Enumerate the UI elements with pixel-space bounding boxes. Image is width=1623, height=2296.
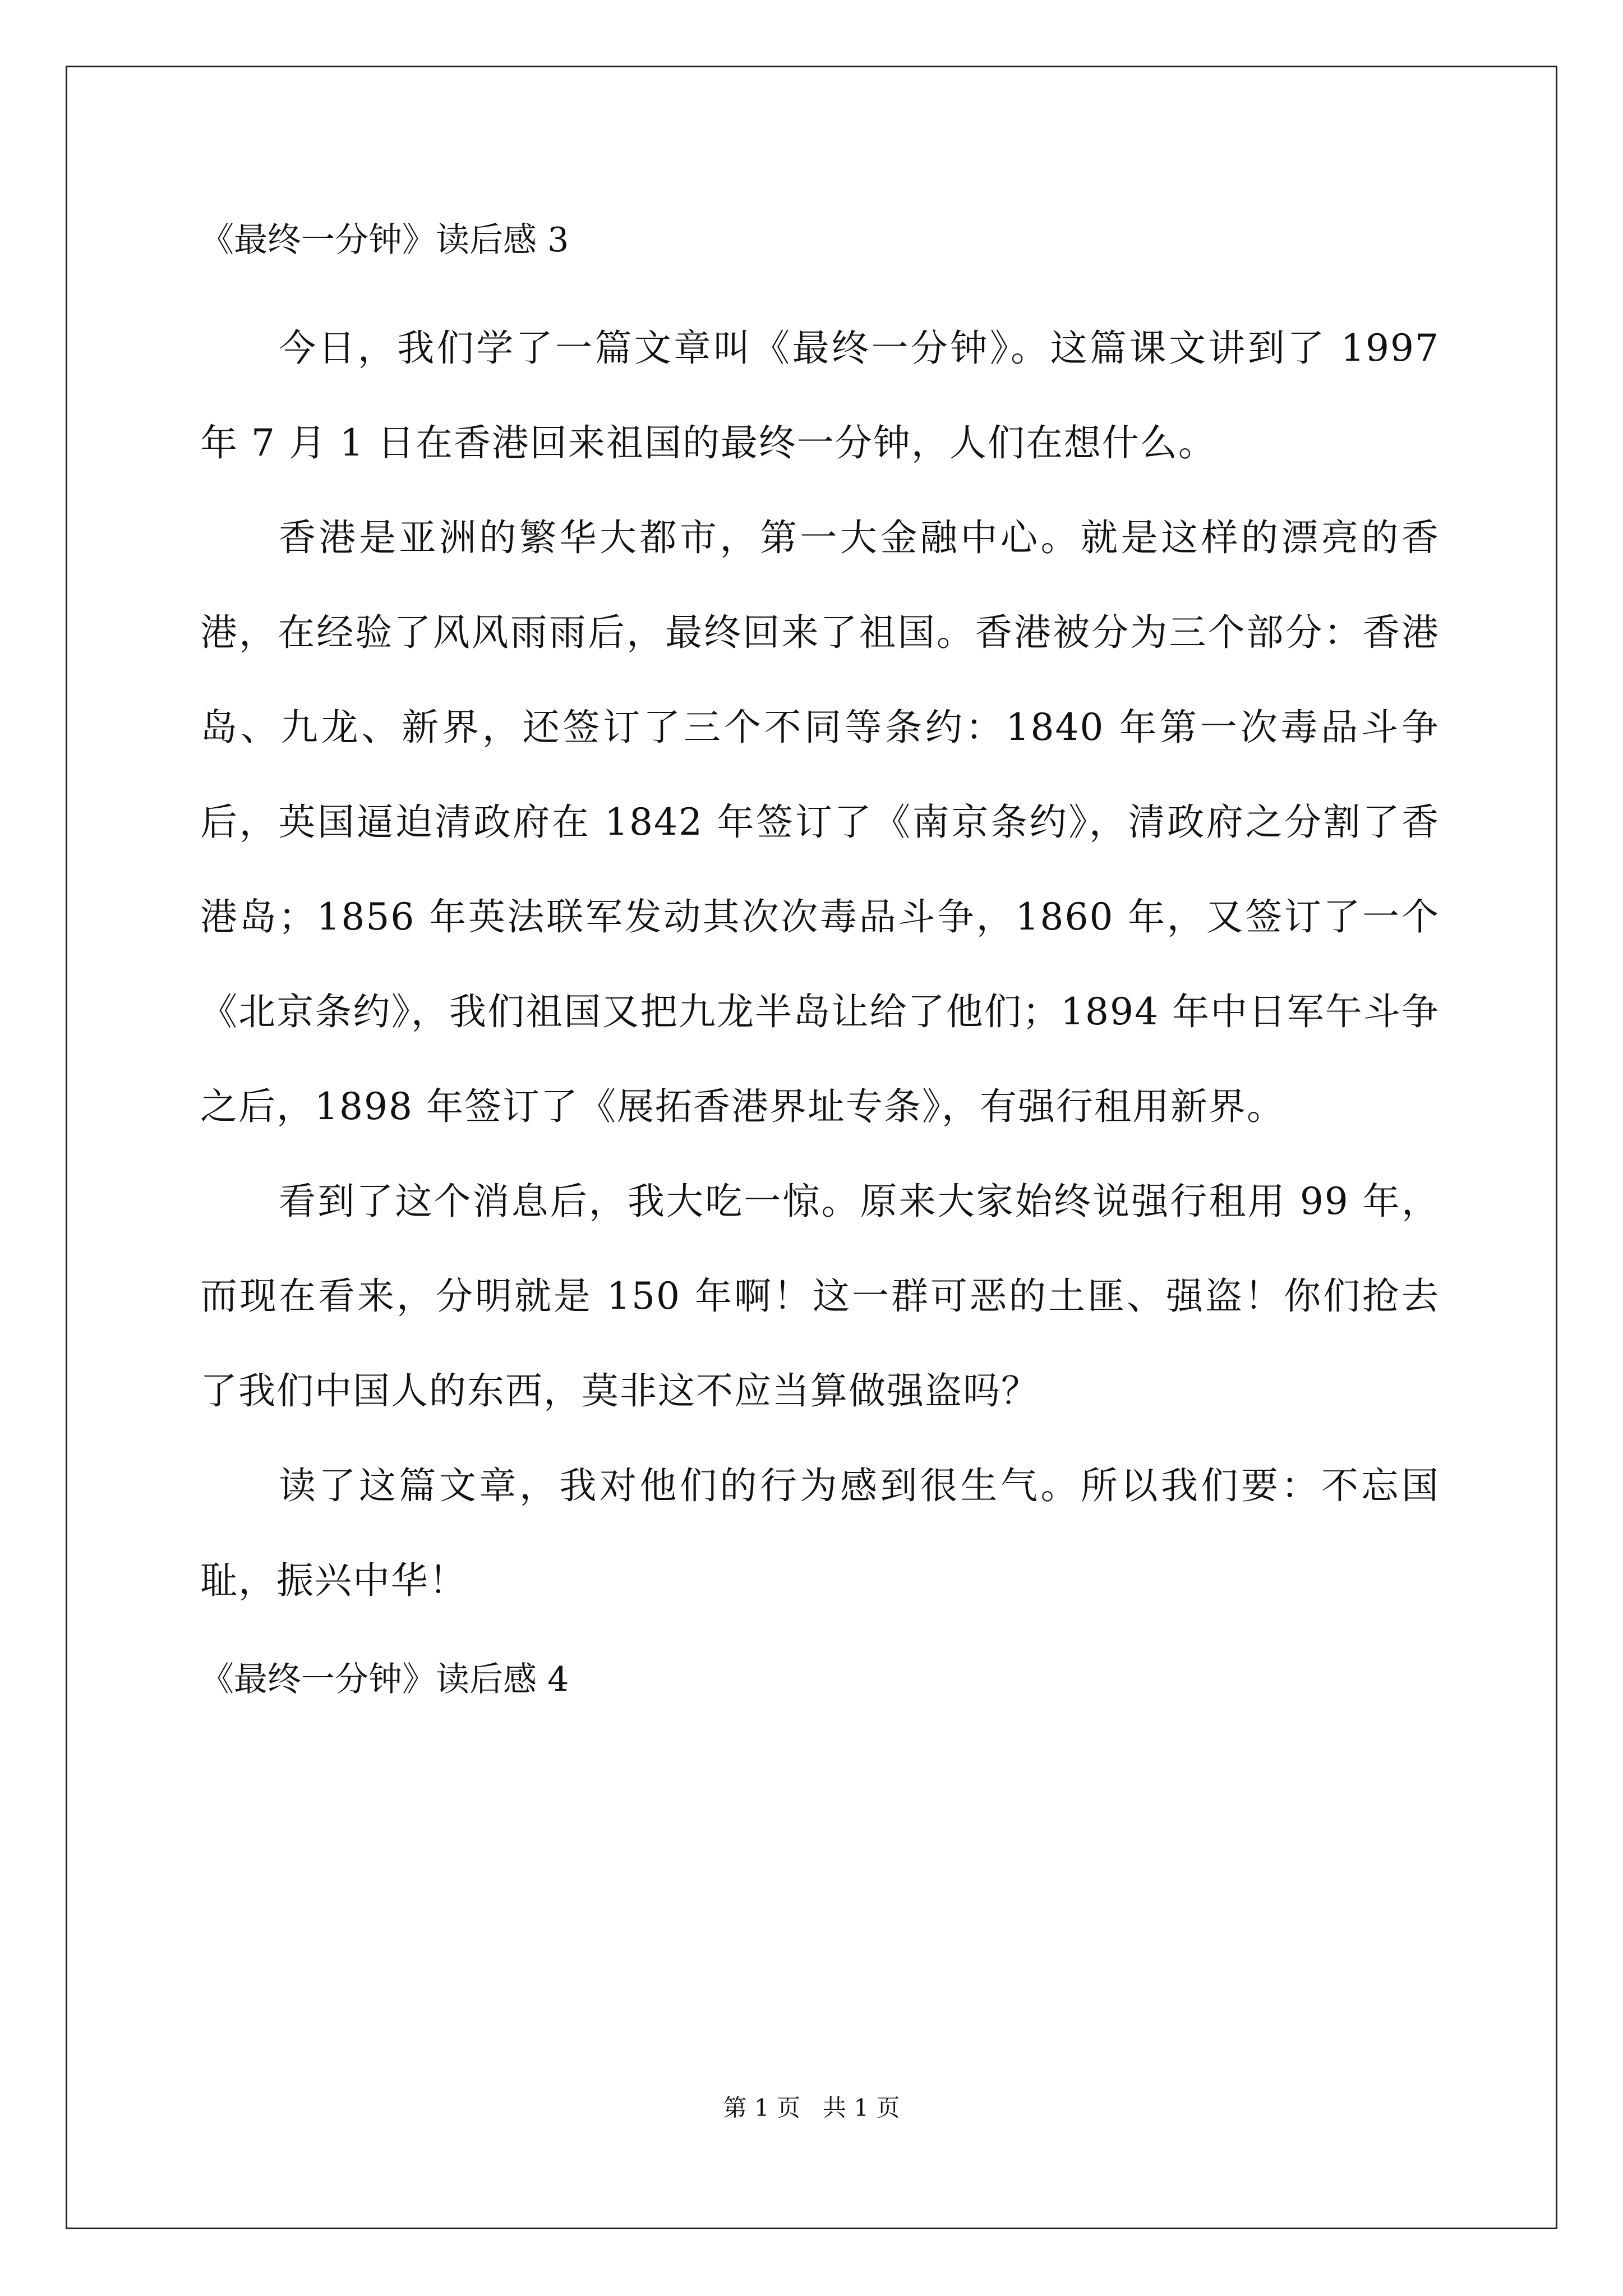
document-body: [200, 213, 1440, 1706]
paragraph-2: 香港是亚洲的繁华大都市，第一大金融中心。就是这样的漂亮的香港，在经验了风风雨雨后，最终回来了祖国。香港被分为三个部分：香港岛、九龙、新界，还签订了三个不同等条约：1840 年第一次毒品斗争后，英国逼迫清政府在 1842 年签订了《南京条约》，清政府之分割了香港岛；1856 年英法联军发动其次次毒品斗争，1860 年，又签订了一个《北京条约》，我们祖国又把九龙半岛让给了他们；1894 年中日军午斗争之后，1898 年签订了《展拓香港界址专条》，有强行租用新界。: [200, 516, 1440, 1128]
paragraph-3: 看到了这个消息后，我大吃一惊。原来大家始终说强行租用 99 年，而现在看来，分明就是 150 年啊！这一群可恶的土匪、强盗！你们抢去了我们中国人的东西，莫非这不应当算做强盗吗？: [200, 1180, 1440, 1412]
page-footer: 第 1 页 共 1 页: [723, 2094, 900, 2122]
paragraph-1: 今日，我们学了一篇文章叫《最终一分钟》。这篇课文讲到了 1997 年 7 月 1 日在香港回来祖国的最终一分钟，人们在想什么。: [200, 326, 1440, 464]
section-heading-4: 《最终一分钟》读后感 4: [200, 1660, 569, 1699]
section-heading-3: 《最终一分钟》读后感 3: [200, 220, 569, 260]
paragraph-4: 读了这篇文章，我对他们的行为感到很生气。所以我们要：不忘国耻，振兴中华！: [200, 1464, 1440, 1602]
